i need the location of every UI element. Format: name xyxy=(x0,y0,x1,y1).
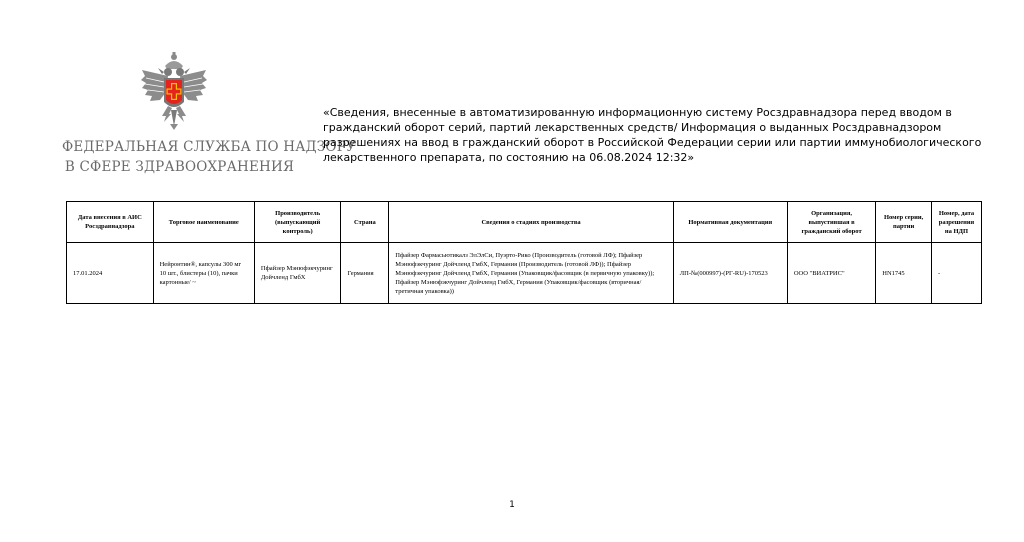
cell-organization: ООО "ВИАТРИС" xyxy=(787,243,875,304)
column-header-manufacturer: Производитель (выпускающий контроль) xyxy=(254,202,341,243)
column-header-normative-doc: Нормативная документация xyxy=(673,202,787,243)
cell-permit: - xyxy=(931,243,981,304)
column-header-batch-number: Номер серии, партии xyxy=(876,202,932,243)
page-number: 1 xyxy=(509,500,515,510)
cell-country: Германия xyxy=(341,243,389,304)
document-title: «Сведения, внесенные в автоматизированную информационную систему Росздравнадзора перед вводом в гражданский оборот серий, партий лекарственных средств/ Информация о выданных Росздравнадзором разрешениях на ввод в гражданский оборот в Российской Федерации серии или партии иммунобиологического лекарственного препарата, по состоянию на 06.08.2024 12:32» xyxy=(323,106,982,164)
records-table xyxy=(66,201,982,304)
table-header-row xyxy=(67,202,982,243)
cell-production-stages: Пфайзер Фармасьютикалз ЭлЭлСи, Пуэрто-Рико (Производитель (готовой ЛФ); Пфайзер Мэнюфэкчуринг Дойчленд ГмбХ, Германия (Производитель (готовой ЛФ)); Пфайзер Мэнюфэкчуринг Дойчленд ГмбХ, Германия (Упаковщик/фасовщик (в первичную упаковку)); Пфайзер Мэнюфэкчуринг Дойчленд ГмбХ, Германия (Упаковщик/фасовщик (вторичная/третичная упаковка)) xyxy=(389,243,673,304)
organization-name-line2: В СФЕРЕ ЗДРАВООХРАНЕНИЯ xyxy=(64,159,295,175)
organization-name-line1: ФЕДЕРАЛЬНАЯ СЛУЖБА ПО НАДЗОРУ xyxy=(62,139,356,155)
column-header-date: Дата внесения в АИС Росздравнадзора xyxy=(67,202,154,243)
column-header-permit: Номер, дата разрешения на НДП xyxy=(931,202,981,243)
column-header-trade-name: Торговое наименование xyxy=(153,202,254,243)
cell-trade-name: Нейронтин®, капсулы 300 мг 10 шт., блистеры (10), пачки картонные/ ~ xyxy=(153,243,254,304)
organization-name xyxy=(62,137,356,177)
rzn-emblem-icon xyxy=(138,52,210,132)
table-row xyxy=(67,243,982,304)
column-header-production-stages: Сведения о стадиях производства xyxy=(389,202,673,243)
cell-batch-number: HN1745 xyxy=(876,243,932,304)
column-header-organization: Организация, выпустившая в гражданский оборот xyxy=(787,202,875,243)
cell-normative-doc: ЛП-№(000997)-(РГ-RU)-170523 xyxy=(673,243,787,304)
column-header-country: Страна xyxy=(341,202,389,243)
cell-date: 17.01.2024 xyxy=(67,243,154,304)
cell-manufacturer: Пфайзер Мэнюфэкчуринг Дойчленд ГмбХ xyxy=(254,243,341,304)
